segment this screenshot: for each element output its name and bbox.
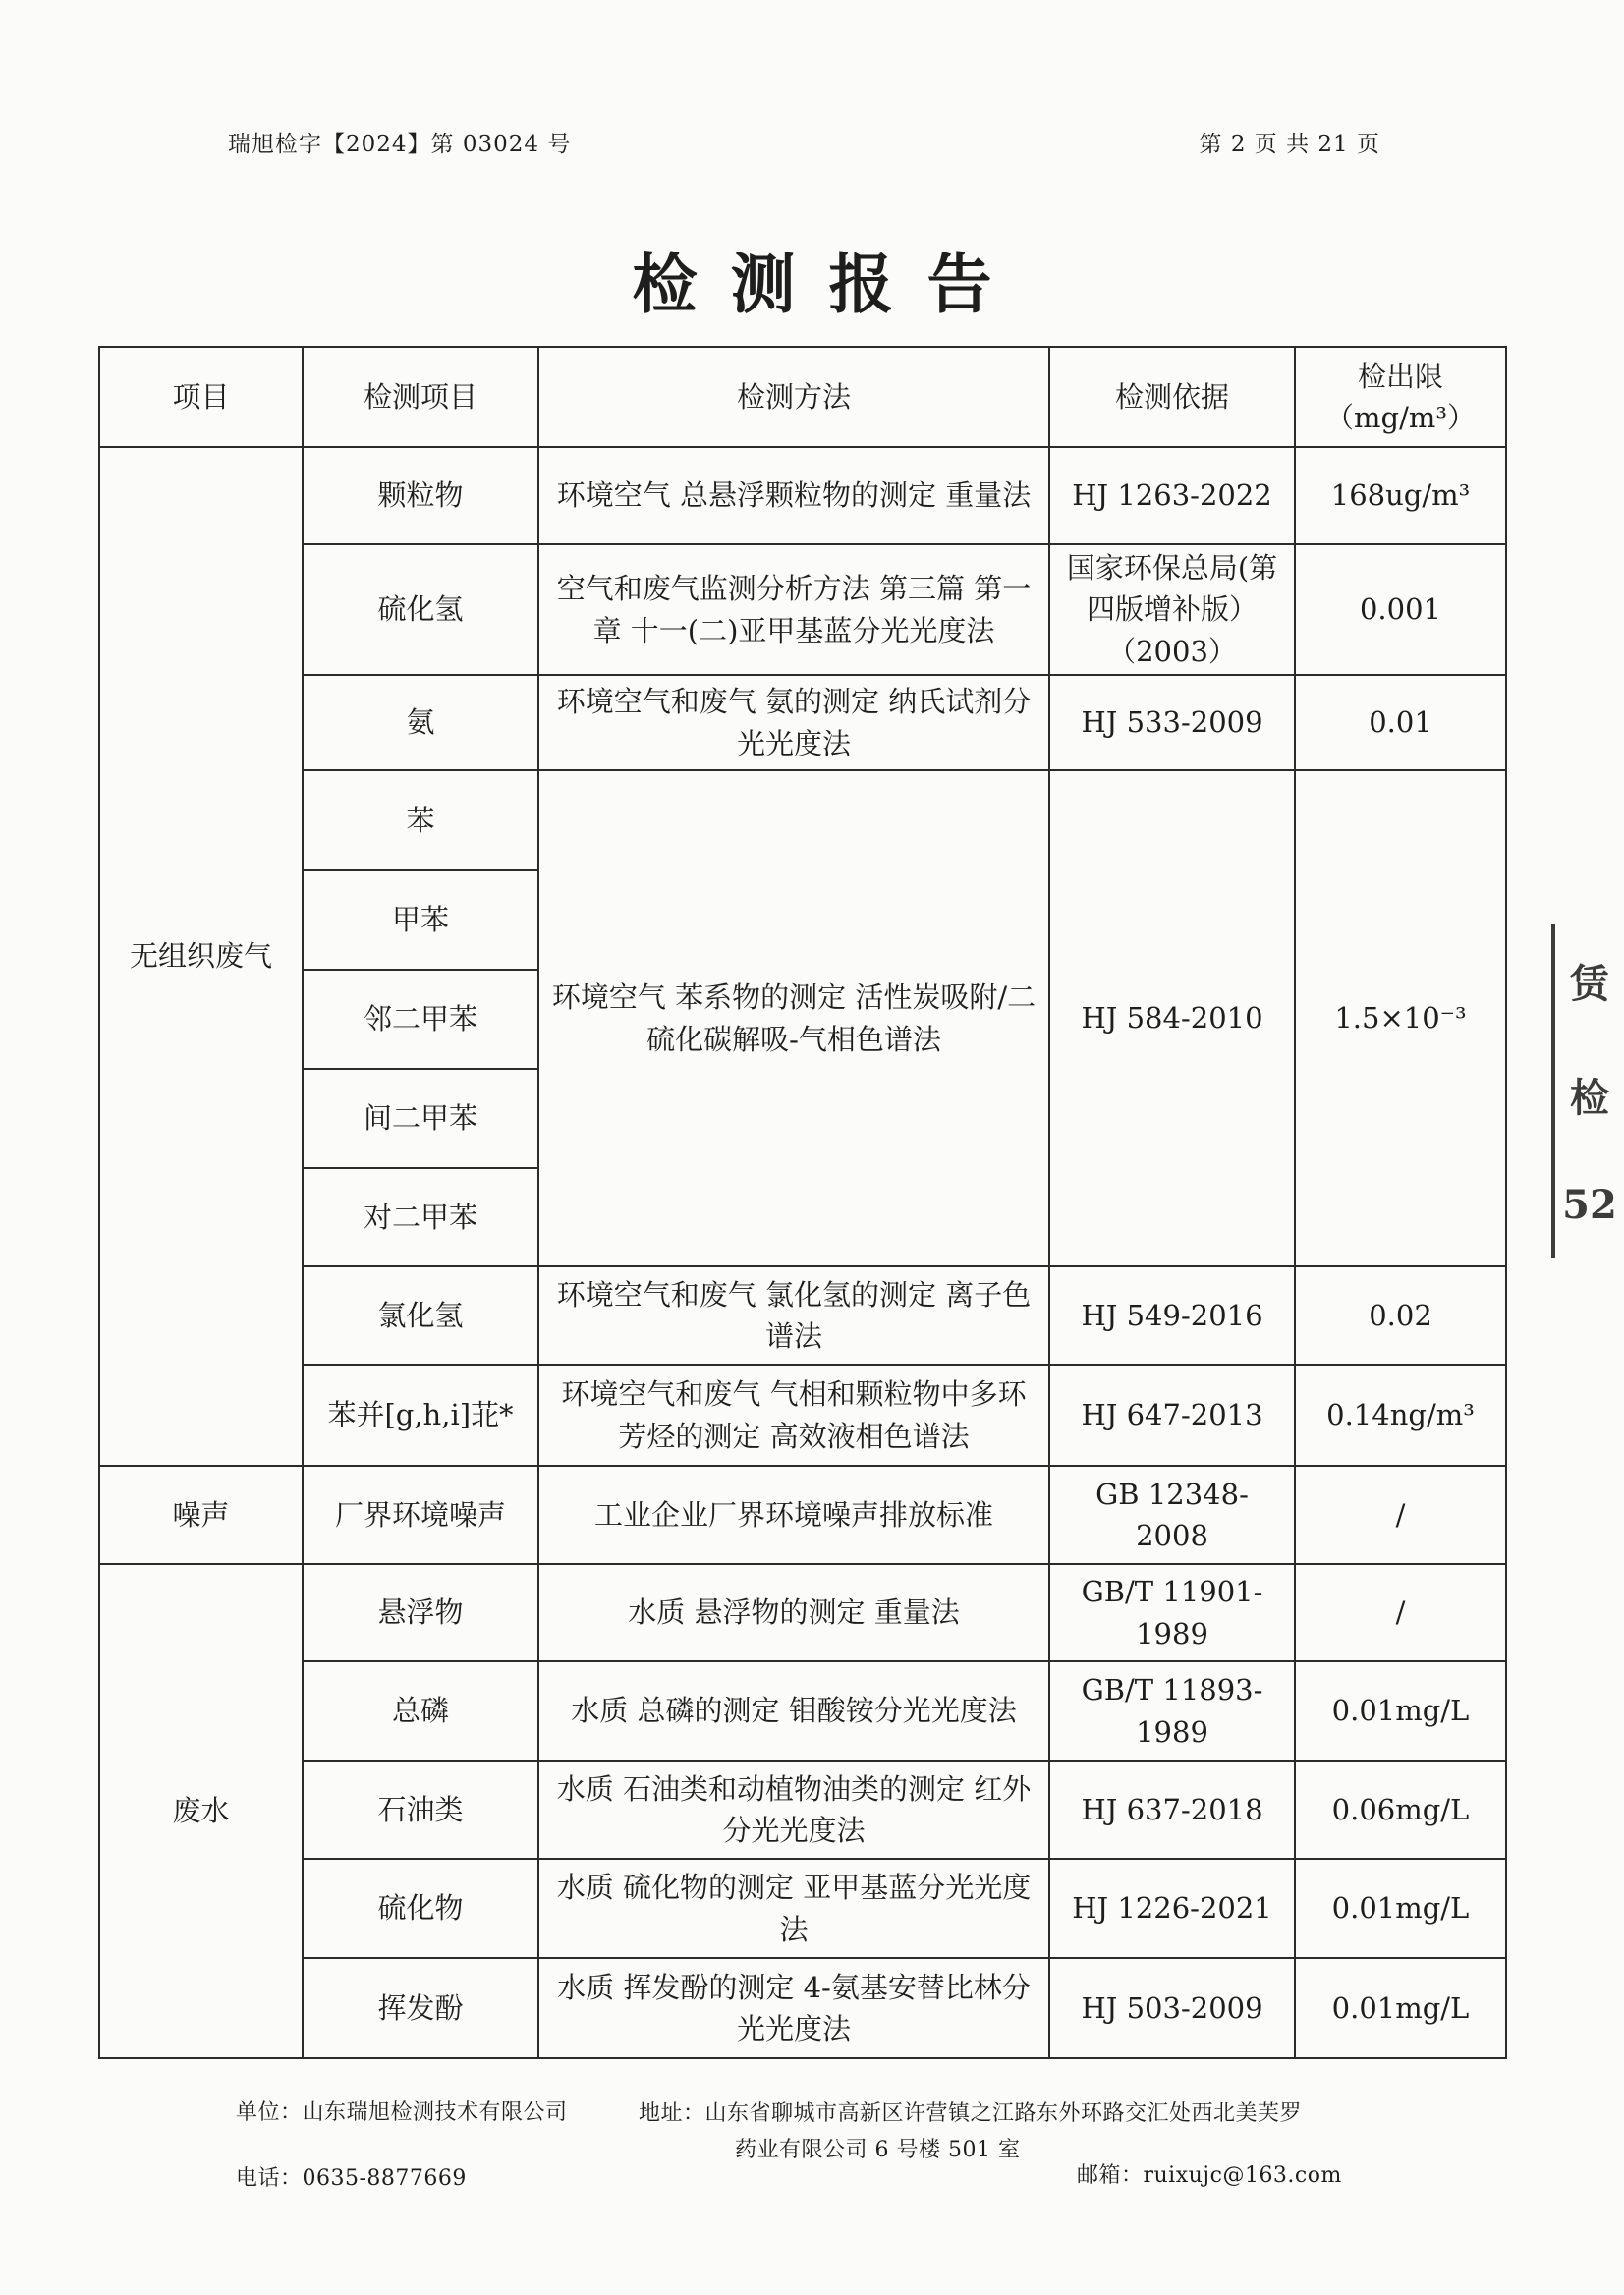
method-cell: 工业企业厂界环境噪声排放标准	[538, 1466, 1049, 1564]
item-cell: 苯并[g,h,i]苝*	[303, 1365, 538, 1466]
footer-phone: 电话：0635-8877669	[236, 2166, 467, 2191]
limit-cell: 0.001	[1295, 544, 1506, 675]
basis-cell: HJ 1263-2022	[1049, 447, 1295, 544]
table-row	[99, 675, 1506, 770]
table-row	[99, 1466, 1506, 1564]
limit-label: 检出限	[1357, 359, 1443, 393]
basis-cell: HJ 647-2013	[1049, 1365, 1295, 1466]
table-row	[99, 770, 1506, 870]
limit-cell: 0.06mg/L	[1295, 1761, 1506, 1859]
column-header-limit	[1295, 347, 1506, 447]
category-cell: 废水	[99, 1564, 303, 2058]
table-row	[99, 447, 1506, 544]
footer-email: 邮箱：ruixujc@163.com	[1077, 2163, 1342, 2188]
page-title: 检测报告	[632, 246, 1026, 322]
basis-cell: GB 12348-2008	[1049, 1466, 1295, 1564]
limit-unit: （mg/m³）	[1325, 401, 1476, 434]
item-cell: 对二甲苯	[303, 1168, 538, 1266]
limit-cell: 0.01mg/L	[1295, 1661, 1506, 1761]
table-row	[99, 1761, 1506, 1859]
item-cell: 氨	[303, 675, 538, 770]
category-cell: 噪声	[99, 1466, 303, 1564]
method-cell: 水质 总磷的测定 钼酸铵分光光度法	[538, 1661, 1049, 1761]
footer-address-line2: 药业有限公司 6 号楼 501 室	[735, 2138, 1021, 2162]
footer-address	[639, 2096, 1415, 2168]
item-cell: 硫化氢	[303, 544, 538, 675]
method-cell: 空气和废气监测分析方法 第三篇 第一章 十一(二)亚甲基蓝分光光度法	[538, 544, 1049, 675]
basis-cell: HJ 503-2009	[1049, 1958, 1295, 2058]
item-cell: 甲苯	[303, 870, 538, 970]
category-cell: 无组织废气	[99, 447, 303, 1466]
method-cell: 水质 挥发酚的测定 4-氨基安替比林分光光度法	[538, 1958, 1049, 2058]
page-number: 第 2 页 共 21 页	[1199, 132, 1380, 157]
table-row	[99, 1564, 1506, 1661]
basis-cell: GB/T 11901-1989	[1049, 1564, 1295, 1661]
column-header-method: 检测方法	[538, 347, 1049, 447]
basis-cell: HJ 584-2010	[1049, 770, 1295, 1266]
test-method-table	[98, 346, 1507, 2059]
item-cell: 颗粒物	[303, 447, 538, 544]
basis-cell: HJ 549-2016	[1049, 1266, 1295, 1365]
table-row	[99, 1859, 1506, 1958]
table-row	[99, 544, 1506, 675]
report-number: 瑞旭检字【2024】第 03024 号	[228, 132, 572, 157]
basis-cell: GB/T 11893-1989	[1049, 1661, 1295, 1761]
limit-cell: 0.02	[1295, 1266, 1506, 1365]
method-cell: 环境空气 苯系物的测定 活性炭吸附/二硫化碳解吸-气相色谱法	[538, 770, 1049, 1266]
item-cell: 邻二甲苯	[303, 970, 538, 1069]
limit-cell: 0.14ng/m³	[1295, 1365, 1506, 1466]
table-header-row	[99, 347, 1506, 447]
item-cell: 悬浮物	[303, 1564, 538, 1661]
stamp-char: 52	[1562, 1182, 1617, 1229]
limit-cell: 168ug/m³	[1295, 447, 1506, 544]
method-cell: 环境空气和废气 气相和颗粒物中多环芳烃的测定 高效液相色谱法	[538, 1365, 1049, 1466]
stamp-char: 检	[1570, 1075, 1609, 1122]
basis-cell: HJ 637-2018	[1049, 1761, 1295, 1859]
column-header-category: 项目	[99, 347, 303, 447]
footer-address-line1: 地址：山东省聊城市高新区许营镇之江路东外环路交汇处西北美芙罗	[639, 2101, 1303, 2126]
item-cell: 氯化氢	[303, 1266, 538, 1365]
limit-cell: 0.01	[1295, 675, 1506, 770]
seal-stamp-fragment	[1551, 924, 1624, 1258]
item-cell: 厂界环境噪声	[303, 1466, 538, 1564]
method-cell: 环境空气 总悬浮颗粒物的测定 重量法	[538, 447, 1049, 544]
item-cell: 石油类	[303, 1761, 538, 1859]
table-row	[99, 1365, 1506, 1466]
stamp-char: 赁	[1570, 960, 1609, 1007]
table-row	[99, 1661, 1506, 1761]
limit-cell: 0.01mg/L	[1295, 1958, 1506, 2058]
limit-cell: /	[1295, 1466, 1506, 1564]
method-cell: 水质 硫化物的测定 亚甲基蓝分光光度法	[538, 1859, 1049, 1958]
table-row	[99, 1958, 1506, 2058]
table-row	[99, 1266, 1506, 1365]
basis-cell: HJ 533-2009	[1049, 675, 1295, 770]
method-cell: 水质 石油类和动植物油类的测定 红外分光光度法	[538, 1761, 1049, 1859]
item-cell: 硫化物	[303, 1859, 538, 1958]
column-header-basis: 检测依据	[1049, 347, 1295, 447]
basis-cell: HJ 1226-2021	[1049, 1859, 1295, 1958]
basis-cell: 国家环保总局(第四版增补版）（2003）	[1049, 544, 1295, 675]
item-cell: 总磷	[303, 1661, 538, 1761]
method-cell: 环境空气和废气 氯化氢的测定 离子色谱法	[538, 1266, 1049, 1365]
method-cell: 水质 悬浮物的测定 重量法	[538, 1564, 1049, 1661]
limit-cell: 1.5×10⁻³	[1295, 770, 1506, 1266]
item-cell: 苯	[303, 770, 538, 870]
limit-cell: 0.01mg/L	[1295, 1859, 1506, 1958]
footer-company: 单位：山东瑞旭检测技术有限公司	[236, 2100, 568, 2125]
column-header-item: 检测项目	[303, 347, 538, 447]
limit-cell: /	[1295, 1564, 1506, 1661]
item-cell: 挥发酚	[303, 1958, 538, 2058]
item-cell: 间二甲苯	[303, 1069, 538, 1168]
method-cell: 环境空气和废气 氨的测定 纳氏试剂分光光度法	[538, 675, 1049, 770]
